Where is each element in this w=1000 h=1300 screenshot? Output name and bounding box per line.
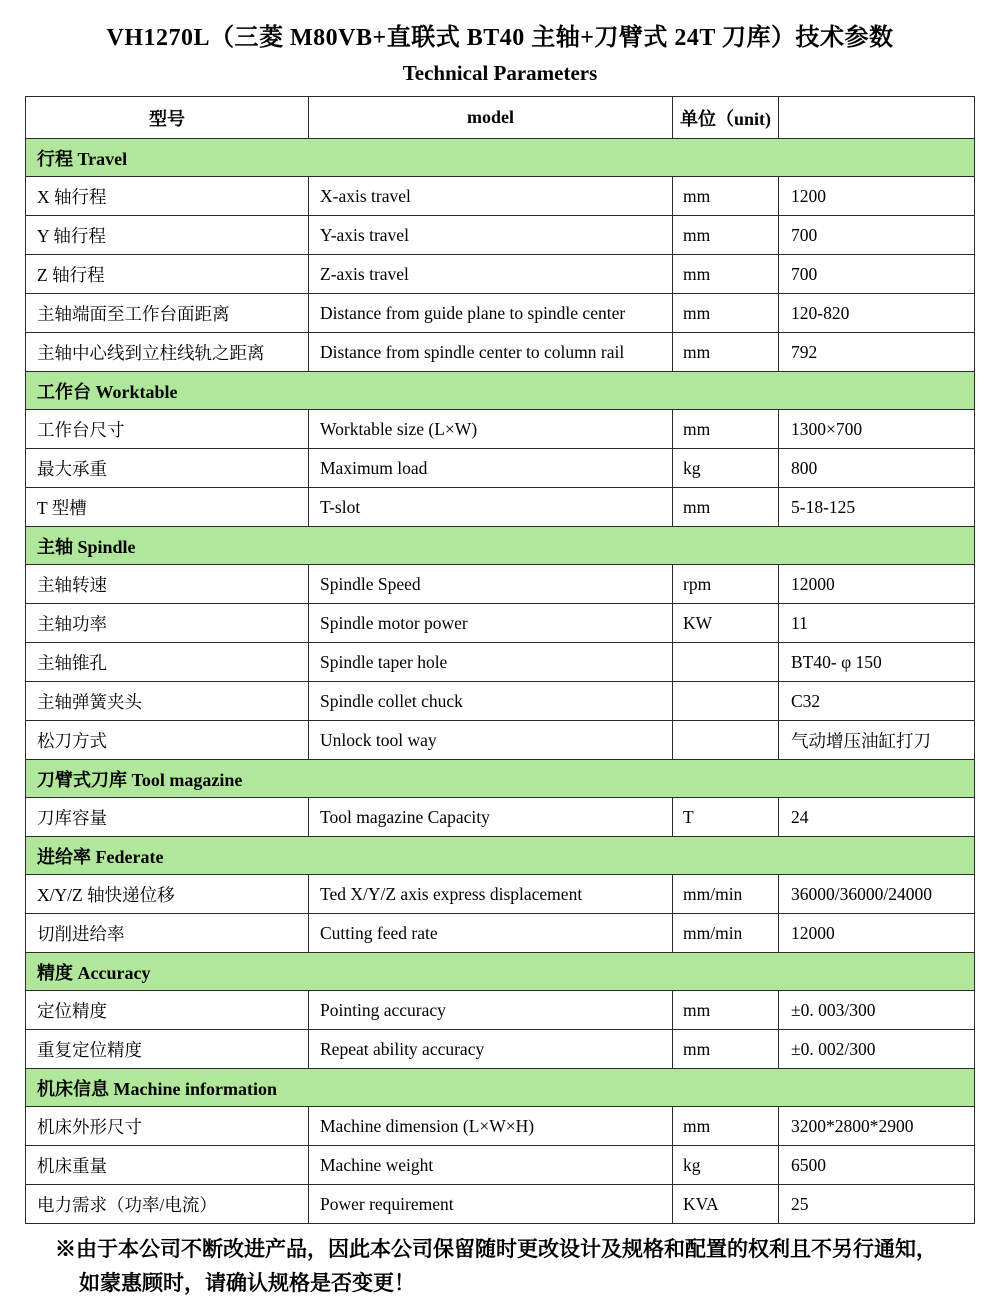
table-row — [26, 991, 975, 1030]
param-name-zh-cell: 松刀方式 — [26, 721, 309, 760]
param-name-en-cell: Y-axis travel — [309, 216, 673, 255]
disclaimer-line-1: ※由于本公司不断改进产品，因此本公司保留随时更改设计及规格和配置的权利且不另行通知， — [55, 1237, 937, 1261]
param-value-cell: 5-18-125 — [779, 488, 975, 527]
param-name-zh-cell: 最大承重 — [26, 449, 309, 488]
param-name-zh-cell: 主轴中心线到立柱线轨之距离 — [26, 333, 309, 372]
table-row — [26, 177, 975, 216]
table-row — [26, 294, 975, 333]
param-name-zh-cell: 定位精度 — [26, 991, 309, 1030]
param-value-cell: 12000 — [779, 914, 975, 953]
header-row — [26, 97, 975, 139]
param-unit-cell: KVA — [673, 1185, 779, 1224]
table-row — [26, 565, 975, 604]
param-value-cell: 1200 — [779, 177, 975, 216]
param-unit-cell: mm — [673, 294, 779, 333]
param-unit-cell: mm — [673, 255, 779, 294]
param-name-en-cell: Tool magazine Capacity — [309, 798, 673, 837]
param-value-cell: 气动增压油缸打刀 — [779, 721, 975, 760]
param-unit-cell: mm — [673, 1107, 779, 1146]
param-name-zh-cell: 切削进给率 — [26, 914, 309, 953]
table-row — [26, 1107, 975, 1146]
param-unit-cell: mm/min — [673, 875, 779, 914]
param-name-en-cell: Cutting feed rate — [309, 914, 673, 953]
param-value-cell: 11 — [779, 604, 975, 643]
param-value-cell: 36000/36000/24000 — [779, 875, 975, 914]
param-value-cell: ±0. 002/300 — [779, 1030, 975, 1069]
param-unit-cell: mm — [673, 991, 779, 1030]
table-row — [26, 875, 975, 914]
param-name-en-cell: Maximum load — [309, 449, 673, 488]
section-header-label: 主轴 Spindle — [26, 527, 975, 565]
param-name-en-cell: X-axis travel — [309, 177, 673, 216]
param-value-cell: ±0. 003/300 — [779, 991, 975, 1030]
param-value-cell: 3200*2800*2900 — [779, 1107, 975, 1146]
param-name-en-cell: Distance from guide plane to spindle center — [309, 294, 673, 333]
param-name-zh-cell: 重复定位精度 — [26, 1030, 309, 1069]
param-unit-cell: mm — [673, 216, 779, 255]
table-row — [26, 255, 975, 294]
table-row — [26, 449, 975, 488]
param-name-zh-cell: X/Y/Z 轴快递位移 — [26, 875, 309, 914]
param-name-zh-cell: 主轴锥孔 — [26, 643, 309, 682]
param-value-cell: BT40- φ 150 — [779, 643, 975, 682]
param-unit-cell — [673, 721, 779, 760]
param-name-zh-cell: 主轴功率 — [26, 604, 309, 643]
page-title: VH1270L（三菱 M80VB+直联式 BT40 主轴+刀臂式 24T 刀库）技术参数 — [106, 25, 894, 51]
param-name-zh-cell: 机床重量 — [26, 1146, 309, 1185]
param-name-zh-cell: Y 轴行程 — [26, 216, 309, 255]
param-value-cell: 12000 — [779, 565, 975, 604]
param-name-en-cell: Spindle Speed — [309, 565, 673, 604]
section-header-label: 进给率 Federate — [26, 837, 975, 875]
param-name-en-cell: Power requirement — [309, 1185, 673, 1224]
page-subtitle: Technical Parameters — [402, 61, 598, 85]
param-name-en-cell: Machine dimension (L×W×H) — [309, 1107, 673, 1146]
table-row — [26, 488, 975, 527]
param-name-en-cell: Repeat ability accuracy — [309, 1030, 673, 1069]
param-value-cell: 25 — [779, 1185, 975, 1224]
param-unit-cell: KW — [673, 604, 779, 643]
param-value-cell: 800 — [779, 449, 975, 488]
param-name-en-cell: T-slot — [309, 488, 673, 527]
table-header — [26, 97, 975, 139]
table-row — [26, 410, 975, 449]
table-row — [26, 1185, 975, 1224]
param-value-cell: 24 — [779, 798, 975, 837]
disclaimer-note — [0, 1233, 1000, 1300]
param-name-zh-cell: 刀库容量 — [26, 798, 309, 837]
param-unit-cell: rpm — [673, 565, 779, 604]
section-header-label: 刀臂式刀库 Tool magazine — [26, 760, 975, 798]
param-name-zh-cell: 机床外形尺寸 — [26, 1107, 309, 1146]
param-unit-cell: kg — [673, 449, 779, 488]
section-header-row — [26, 1069, 975, 1107]
col-header-unit: 单位（unit) — [673, 97, 779, 139]
param-name-en-cell: Spindle taper hole — [309, 643, 673, 682]
table-row — [26, 643, 975, 682]
param-name-en-cell: Worktable size (L×W) — [309, 410, 673, 449]
param-unit-cell: kg — [673, 1146, 779, 1185]
table-row — [26, 1030, 975, 1069]
param-name-zh-cell: X 轴行程 — [26, 177, 309, 216]
param-value-cell: C32 — [779, 682, 975, 721]
param-name-en-cell: Machine weight — [309, 1146, 673, 1185]
param-value-cell: 700 — [779, 216, 975, 255]
param-name-en-cell: Spindle collet chuck — [309, 682, 673, 721]
param-value-cell: 120-820 — [779, 294, 975, 333]
section-header-row — [26, 527, 975, 565]
param-name-zh-cell: 工作台尺寸 — [26, 410, 309, 449]
table-row — [26, 682, 975, 721]
param-name-en-cell: Spindle motor power — [309, 604, 673, 643]
param-unit-cell: mm — [673, 488, 779, 527]
table-row — [26, 798, 975, 837]
param-name-en-cell: Z-axis travel — [309, 255, 673, 294]
section-header-row — [26, 760, 975, 798]
param-name-en-cell: Pointing accuracy — [309, 991, 673, 1030]
param-name-zh-cell: T 型槽 — [26, 488, 309, 527]
section-header-label: 精度 Accuracy — [26, 953, 975, 991]
table-row — [26, 914, 975, 953]
param-name-en-cell: Unlock tool way — [309, 721, 673, 760]
param-unit-cell — [673, 643, 779, 682]
param-value-cell: 1300×700 — [779, 410, 975, 449]
param-unit-cell: mm — [673, 1030, 779, 1069]
disclaimer-line-2: 如蒙惠顾时，请确认规格是否变更！ — [79, 1270, 415, 1295]
col-header-value — [779, 97, 975, 139]
param-unit-cell: mm — [673, 177, 779, 216]
table-row — [26, 1146, 975, 1185]
section-header-row — [26, 372, 975, 410]
param-name-en-cell: Ted X/Y/Z axis express displacement — [309, 875, 673, 914]
param-name-zh-cell: Z 轴行程 — [26, 255, 309, 294]
col-header-model-zh: 型号 — [26, 97, 309, 139]
table-row — [26, 604, 975, 643]
param-name-zh-cell: 主轴转速 — [26, 565, 309, 604]
table-row — [26, 333, 975, 372]
section-header-label: 行程 Travel — [26, 139, 975, 177]
param-unit-cell: mm — [673, 410, 779, 449]
section-header-row — [26, 139, 975, 177]
table-row — [26, 721, 975, 760]
param-unit-cell — [673, 682, 779, 721]
col-header-model-en: model — [309, 97, 673, 139]
param-name-zh-cell: 主轴弹簧夹头 — [26, 682, 309, 721]
param-value-cell: 700 — [779, 255, 975, 294]
table-row — [26, 216, 975, 255]
section-header-label: 工作台 Worktable — [26, 372, 975, 410]
section-header-row — [26, 953, 975, 991]
section-header-label: 机床信息 Machine information — [26, 1069, 975, 1107]
param-value-cell: 6500 — [779, 1146, 975, 1185]
param-name-zh-cell: 主轴端面至工作台面距离 — [26, 294, 309, 333]
param-name-en-cell: Distance from spindle center to column rail — [309, 333, 673, 372]
parameters-table — [25, 96, 975, 1224]
param-unit-cell: T — [673, 798, 779, 837]
param-value-cell: 792 — [779, 333, 975, 372]
table-body — [26, 139, 975, 1224]
param-name-zh-cell: 电力需求（功率/电流） — [26, 1185, 309, 1224]
param-unit-cell: mm — [673, 333, 779, 372]
section-header-row — [26, 837, 975, 875]
param-unit-cell: mm/min — [673, 914, 779, 953]
